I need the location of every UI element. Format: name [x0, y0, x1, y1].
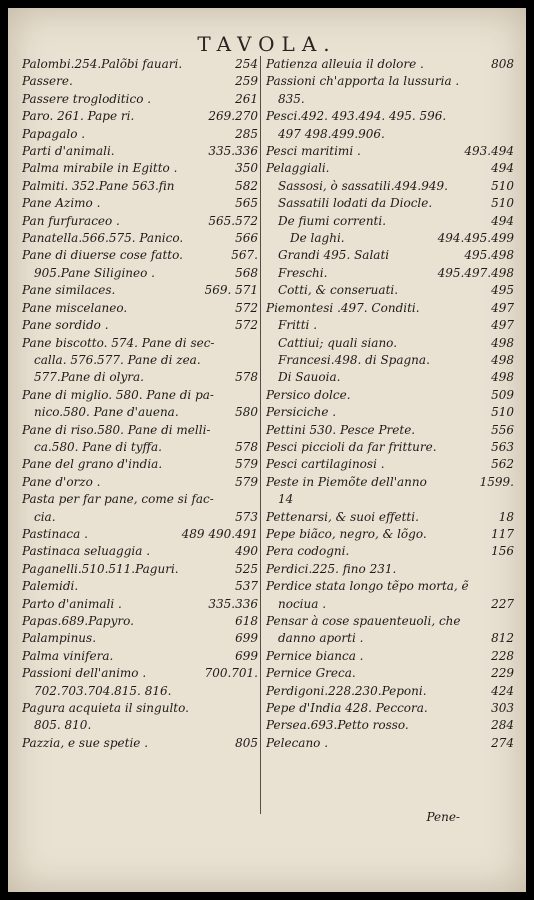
entry-page-number: 227	[491, 596, 514, 611]
index-entry	[22, 561, 258, 578]
index-entry	[266, 474, 514, 491]
entry-page-number: 579	[235, 474, 258, 489]
index-entry	[266, 247, 514, 264]
index-entry	[22, 683, 258, 700]
index-entry	[266, 596, 514, 613]
entry-text: Papagalo .	[22, 126, 86, 141]
entry-page-number	[508, 561, 514, 578]
entry-text: Pane d'orzo .	[22, 474, 101, 489]
index-entry	[22, 352, 258, 369]
entry-text: Palma vinifera.	[22, 648, 114, 663]
entry-page-number	[252, 352, 258, 369]
index-entry	[22, 126, 258, 143]
entry-text: Pesci cartilaginosi .	[266, 457, 385, 472]
entry-page-number: 1599.	[479, 474, 514, 489]
entry-page-number: 229	[491, 666, 514, 681]
entry-text: Cotti, & conseruati.	[278, 283, 399, 298]
index-entry	[22, 282, 258, 299]
index-entry	[22, 369, 258, 386]
entry-text: Palmiti. 352.Pane 563.fin	[22, 178, 175, 193]
index-entry	[22, 230, 258, 247]
entry-page-number: 18	[498, 509, 514, 524]
index-entry	[266, 456, 514, 473]
entry-text: Pane Azimo .	[22, 196, 101, 211]
entry-page-number: 537	[235, 579, 258, 594]
index-entry	[266, 178, 514, 195]
entry-page-number	[508, 73, 514, 90]
index-entry	[266, 317, 514, 334]
entry-text: Cattiui; quali siano.	[278, 335, 398, 350]
entry-page-number: 497	[491, 318, 514, 333]
index-entry	[22, 456, 258, 473]
entry-page-number: 254	[235, 57, 258, 71]
entry-text: Pazzia, e sue spetie .	[22, 735, 149, 750]
entry-text: Paro. 261. Pape ri.	[22, 109, 135, 124]
entry-page-number: 303	[491, 701, 514, 716]
entry-page-number: 699	[235, 648, 258, 663]
index-entry	[266, 717, 514, 734]
entry-page-number: 494.495.499	[437, 231, 514, 246]
index-entry	[266, 735, 514, 752]
index-entry	[266, 509, 514, 526]
index-entry	[22, 543, 258, 560]
entry-page-number: 618	[235, 614, 258, 628]
entry-text: Pepe d'India 428. Peccora.	[266, 701, 428, 716]
entry-text: Passioni ch'apporta la lussuria .	[266, 74, 460, 89]
entry-page-number: 700.701.	[204, 666, 258, 681]
entry-page-number: 495.498	[464, 248, 514, 263]
entry-text: Panatella.566.575. Panico.	[22, 231, 184, 246]
index-entry	[266, 160, 514, 177]
entry-page-number: 525	[235, 561, 258, 576]
entry-text: Pesci maritimi .	[266, 144, 361, 159]
index-entry	[266, 700, 514, 717]
index-entry	[22, 143, 258, 160]
entry-page-number: 284	[491, 718, 514, 733]
entry-page-number	[508, 613, 514, 630]
index-entry	[266, 404, 514, 421]
index-entry	[266, 265, 514, 282]
entry-page-number: 573	[235, 509, 258, 524]
entry-text: Pagura acquieta il singulto.	[22, 701, 189, 716]
entry-page-number: 567.	[231, 248, 258, 263]
entry-text: Paganelli.510.511.Paguri.	[22, 561, 179, 576]
entry-page-number: 489 490.491	[181, 526, 258, 541]
index-entry	[22, 335, 258, 352]
index-entry	[266, 91, 514, 108]
entry-page-number: 269.270	[208, 109, 258, 124]
index-entry	[22, 578, 258, 595]
entry-page-number: 509	[491, 387, 514, 402]
entry-text: danno aporti .	[278, 631, 364, 646]
entry-page-number: 556	[491, 422, 514, 437]
entry-text: Perdice stata longo tẽpo morta, ẽ	[266, 579, 469, 594]
entry-text: Pernice bianca .	[266, 648, 364, 663]
entry-text: Palampinus.	[22, 631, 97, 646]
entry-text: Palma mirabile in Egitto .	[22, 161, 178, 176]
entry-page-number: 579	[235, 457, 258, 472]
index-entry	[266, 543, 514, 560]
entry-text: Peste in Piemõte dell'anno	[266, 474, 427, 489]
entry-text: Francesi.498. di Spagna.	[278, 352, 430, 367]
entry-text: nico.580. Pane d'auena.	[34, 405, 179, 420]
entry-text: Pane biscotto. 574. Pane di sec-	[22, 335, 215, 350]
index-entry	[266, 561, 514, 578]
index-entry	[266, 526, 514, 543]
index-entry	[266, 491, 514, 508]
entry-page-number: 495.497.498	[437, 265, 514, 280]
entry-page-number: 699	[235, 631, 258, 646]
entry-page-number: 228	[491, 648, 514, 663]
entry-page-number: 563	[491, 439, 514, 454]
entry-page-number: 510	[491, 405, 514, 420]
index-entry	[266, 335, 514, 352]
index-entry	[266, 648, 514, 665]
index-entry	[266, 422, 514, 439]
entry-page-number	[252, 717, 258, 734]
entry-text: Pastinaca .	[22, 526, 88, 541]
index-entry	[22, 526, 258, 543]
entry-text: nociua .	[278, 596, 327, 611]
entry-text: Pettenarsi, & suoi effetti.	[266, 509, 419, 524]
index-entry	[22, 56, 258, 73]
entry-text: Patienza alleuia il dolore .	[266, 57, 424, 71]
entry-text: 835.	[278, 91, 305, 106]
entry-page-number: 498	[491, 352, 514, 367]
entry-text: Pan furfuraceo .	[22, 213, 120, 228]
entry-page-number	[252, 683, 258, 700]
entry-page-number	[508, 108, 514, 125]
entry-page-number: 510	[491, 196, 514, 211]
entry-text: Persea.693.Petto rosso.	[266, 718, 409, 733]
index-entry	[266, 578, 514, 595]
entry-text: 805. 810.	[34, 718, 92, 733]
entry-text: Parti d'animali.	[22, 144, 115, 159]
entry-text: 702.703.704.815. 816.	[34, 683, 172, 698]
entry-text: Pane similaces.	[22, 283, 116, 298]
entry-page-number: 498	[491, 335, 514, 350]
index-entry	[266, 230, 514, 247]
entry-page-number: 582	[235, 178, 258, 193]
index-entry	[22, 404, 258, 421]
entry-text: Pane di miglio. 580. Pane di pa-	[22, 387, 214, 402]
entry-text: Pastinaca seluaggia .	[22, 544, 151, 559]
entry-text: Pasta per far pane, come si fac-	[22, 492, 214, 507]
entry-page-number: 259	[235, 74, 258, 89]
entry-page-number: 335.336	[208, 144, 258, 159]
entry-text: Palemidi.	[22, 579, 79, 594]
entry-page-number: 812	[491, 631, 514, 646]
entry-text: Pane sordido .	[22, 318, 109, 333]
index-entry	[22, 717, 258, 734]
entry-text: Pera codogni.	[266, 544, 350, 559]
index-entry	[22, 178, 258, 195]
index-entry	[22, 317, 258, 334]
entry-text: Pensar à cose spauenteuoli, che	[266, 614, 461, 628]
entry-page-number	[508, 91, 514, 108]
entry-page-number: 572	[235, 318, 258, 333]
entry-page-number	[508, 126, 514, 143]
entry-page-number: 494	[491, 213, 514, 228]
entry-page-number: 808	[491, 57, 514, 71]
entry-text: Pesci.492. 493.494. 495. 596.	[266, 109, 447, 124]
entry-text: Pettini 530. Pesce Prete.	[266, 422, 416, 437]
column-divider	[260, 56, 261, 814]
index-entry	[22, 422, 258, 439]
entry-text: Di Sauoia.	[278, 370, 341, 385]
index-entry	[22, 648, 258, 665]
entry-text: Passere trogloditico .	[22, 91, 152, 106]
entry-page-number: 261	[235, 91, 258, 106]
entry-page-number: 335.336	[208, 596, 258, 611]
index-entry	[266, 387, 514, 404]
index-entry	[22, 265, 258, 282]
entry-text: Passere.	[22, 74, 73, 89]
index-entry	[266, 213, 514, 230]
index-entry	[266, 439, 514, 456]
entry-text: Pesci piccioli da far fritture.	[266, 439, 437, 454]
index-entry	[22, 665, 258, 682]
entry-text: ca.580. Pane di tyffa.	[34, 439, 162, 454]
entry-text: De laghi.	[290, 231, 345, 246]
entry-text: Pane di riso.580. Pane di melli-	[22, 422, 211, 437]
entry-text: Perdici.225. fino 231.	[266, 561, 397, 576]
entry-text: calla. 576.577. Pane di zea.	[34, 352, 201, 367]
entry-text: Pepe biãco, negro, & lõgo.	[266, 526, 427, 541]
entry-text: Fritti .	[278, 318, 318, 333]
index-entry	[22, 474, 258, 491]
index-entry	[266, 108, 514, 125]
index-entry	[266, 683, 514, 700]
entry-page-number	[252, 422, 258, 439]
entry-page-number: 495	[491, 283, 514, 298]
entry-text: Palombi.254.Palõbi fauari.	[22, 57, 183, 71]
entry-page-number: 566	[235, 231, 258, 246]
entry-page-number: 569. 571	[204, 283, 258, 298]
index-entry	[266, 282, 514, 299]
entry-page-number	[508, 491, 514, 508]
entry-text: 905.Pane Siligineo .	[34, 265, 155, 280]
entry-page-number	[252, 335, 258, 352]
entry-text: Perdigoni.228.230.Peponi.	[266, 683, 427, 698]
left-column	[22, 56, 258, 752]
entry-page-number: 274	[491, 735, 514, 750]
entry-page-number	[252, 491, 258, 508]
index-entry	[22, 108, 258, 125]
entry-text: Sassatili lodati da Diocle.	[278, 196, 433, 211]
entry-text: Grandi 495. Salati	[278, 248, 390, 263]
index-entry	[22, 613, 258, 630]
entry-text: 14	[278, 492, 294, 507]
index-entry	[22, 73, 258, 90]
entry-text: Freschi.	[278, 265, 328, 280]
index-entry	[22, 213, 258, 230]
entry-text: cia.	[34, 509, 56, 524]
entry-page-number	[252, 700, 258, 717]
index-entry	[22, 491, 258, 508]
entry-page-number: 493.494	[464, 144, 514, 159]
entry-text: Pane di diuerse cose fatto.	[22, 248, 183, 263]
entry-page-number: 805	[235, 735, 258, 750]
entry-page-number: 117	[491, 526, 514, 541]
entry-text: Parto d'animali .	[22, 596, 122, 611]
entry-text: Pernice Greca.	[266, 666, 356, 681]
index-entry	[22, 247, 258, 264]
index-entry	[266, 73, 514, 90]
index-entry	[22, 509, 258, 526]
entry-text: De fiumi correnti.	[278, 213, 387, 228]
entry-page-number: 350	[235, 161, 258, 176]
entry-page-number: 285	[235, 126, 258, 141]
index-entry	[266, 126, 514, 143]
entry-page-number: 424	[491, 683, 514, 698]
catchword: Pene-	[426, 810, 460, 824]
right-column	[266, 56, 514, 752]
index-entry	[22, 160, 258, 177]
index-entry	[266, 630, 514, 647]
entry-text: 577.Pane di olyra.	[34, 370, 144, 385]
book-page	[8, 8, 526, 892]
entry-text: Papas.689.Papyro.	[22, 614, 134, 628]
entry-page-number: 498	[491, 370, 514, 385]
entry-text: 497 498.499.906.	[278, 126, 385, 141]
index-entry	[22, 300, 258, 317]
index-entry	[22, 630, 258, 647]
entry-page-number	[252, 387, 258, 404]
index-entry	[22, 596, 258, 613]
entry-page-number: 580	[235, 405, 258, 420]
entry-page-number: 565	[235, 196, 258, 211]
entry-text: Pelecano .	[266, 735, 329, 750]
entry-text: Pane del grano d'india.	[22, 457, 163, 472]
index-entry	[266, 143, 514, 160]
entry-page-number: 578	[235, 370, 258, 385]
entry-text: Sassosi, ò sassatili.494.949.	[278, 178, 448, 193]
entry-page-number: 568	[235, 265, 258, 280]
entry-page-number: 494	[491, 161, 514, 176]
index-entry	[22, 195, 258, 212]
entry-text: Pelaggiali.	[266, 161, 330, 176]
entry-page-number: 565.572	[208, 213, 258, 228]
entry-text: Piemontesi .497. Conditi.	[266, 300, 420, 315]
entry-page-number: 490	[235, 544, 258, 559]
entry-text: Persico dolce.	[266, 387, 351, 402]
entry-text: Passioni dell'animo .	[22, 666, 147, 681]
index-entry	[266, 369, 514, 386]
entry-text: Pane miscelaneo.	[22, 300, 128, 315]
index-entry	[266, 195, 514, 212]
index-entry	[22, 735, 258, 752]
index-entry	[266, 300, 514, 317]
index-entry	[22, 700, 258, 717]
entry-page-number: 578	[235, 439, 258, 454]
entry-text: Persiciche .	[266, 405, 337, 420]
entry-page-number	[508, 578, 514, 595]
entry-page-number: 510	[491, 178, 514, 193]
entry-page-number: 572	[235, 300, 258, 315]
index-entry	[266, 56, 514, 73]
entry-page-number: 562	[491, 457, 514, 472]
index-entry	[22, 91, 258, 108]
page-header: TAVOLA.	[197, 32, 337, 56]
index-entry	[266, 613, 514, 630]
index-entry	[22, 387, 258, 404]
index-entry	[266, 665, 514, 682]
entry-page-number: 497	[491, 300, 514, 315]
index-entry	[22, 439, 258, 456]
index-entry	[266, 352, 514, 369]
entry-page-number: 156	[491, 544, 514, 559]
